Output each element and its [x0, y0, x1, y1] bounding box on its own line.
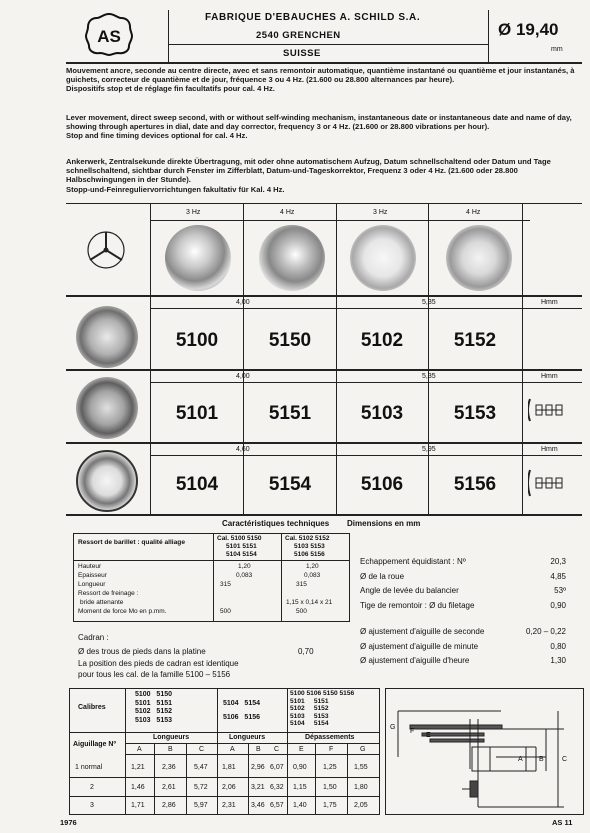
diagram-label-g: G: [390, 724, 396, 731]
diagram-label-e: E: [426, 732, 431, 739]
g3-3: 5102: [290, 705, 305, 712]
row3-a1: 1,71: [131, 802, 145, 809]
postal-city: 2540 GRENCHEN: [256, 30, 341, 41]
row1-g: 1,55: [354, 764, 368, 771]
longueurs-2: Longueurs: [229, 734, 266, 741]
col2-head-0: Cal. 5102: [285, 535, 314, 542]
letter-c1: C: [199, 746, 205, 753]
row3-e: 1,40: [293, 802, 307, 809]
calibre-5101: 5101: [175, 403, 219, 424]
letter-b2: B: [256, 746, 261, 753]
row2-f: 1,50: [323, 784, 337, 791]
crown-position-icon-2: [528, 466, 568, 505]
calibre-5154: 5154: [268, 474, 312, 495]
cadran-value: 0,70: [298, 647, 314, 656]
spec-stem-value: 0,90: [550, 600, 566, 610]
logo: [84, 12, 134, 56]
spring-label-bride: bride attenante: [80, 599, 124, 606]
cadran-line1: Ø des trous de pieds dans la platine: [78, 647, 206, 656]
spring-label-thickness: Epaisseur: [78, 572, 107, 579]
movement-photo-3hz: [165, 225, 231, 291]
spec-second-hand-label: Ø ajustement d'aiguille de seconde: [360, 627, 485, 636]
row3-c1: 5,97: [194, 802, 208, 809]
letter-a2: A: [230, 746, 235, 753]
calibres-label: Calibres: [78, 704, 106, 711]
hand-fitting-diagram: [385, 688, 584, 815]
calibre-5152: 5152: [453, 330, 497, 351]
company-name: FABRIQUE D'EBAUCHES A. SCHILD S.A.: [205, 12, 421, 23]
height-value-3a: 4,60: [236, 446, 250, 453]
row1-e: 0,90: [293, 764, 307, 771]
spec-hour-hand-label: Ø ajustement d'aiguille d'heure: [360, 656, 470, 665]
spec-wheel-label: Ø de la roue: [360, 571, 405, 581]
aiguillage-table: [69, 688, 380, 815]
row2-c2: 6,32: [270, 784, 284, 791]
height-value-3b: 5,95: [422, 446, 436, 453]
row1-b1: 2,36: [162, 764, 176, 771]
spec-minute-hand-value: 0,80: [550, 641, 566, 651]
spec-wheel: [360, 570, 484, 585]
spec-minute-hand: [360, 640, 484, 655]
spring-c2-height: 1,20: [306, 563, 319, 570]
dial-photo-row2: [76, 377, 138, 439]
calibre-5100: 5100: [175, 330, 219, 351]
col1-head-1: 5150: [247, 535, 262, 542]
row3-label: 3: [90, 802, 94, 809]
height-value-2b: 5,35: [422, 373, 436, 380]
logo-text: AS: [97, 27, 121, 46]
spec-escapement-value: 20,3: [550, 557, 566, 566]
g1-6: 5103: [135, 716, 151, 724]
g2-1: 5154: [244, 700, 260, 707]
col2-head-5: 5156: [310, 551, 325, 558]
movement-photo-auto-3hz: [350, 225, 416, 291]
freq-header-3: 3 Hz: [373, 209, 388, 216]
dial-photo-row1: [76, 306, 138, 368]
row1-c1: 5,47: [194, 764, 208, 771]
spec-hour-hand-value: 1,30: [550, 656, 566, 665]
row2-label: 2: [90, 784, 94, 791]
g3-6: 5153: [313, 712, 329, 720]
col2-head-4: 5106: [294, 551, 309, 558]
height-value-2a: 4,00: [236, 373, 250, 380]
row3-c2: 6,57: [270, 802, 284, 809]
spec-wheel-value: 4,85: [550, 571, 566, 581]
g1-3: 5151: [156, 699, 172, 707]
desc-en-text2: Stop and fine timing devices optional for cal. 4 Hz.: [66, 131, 248, 141]
spring-c2-moment: 500: [296, 608, 307, 615]
spec-lift-angle: [360, 584, 484, 599]
col1-head-0: Cal. 5100: [217, 535, 246, 542]
freq-header-2: 4 Hz: [280, 209, 295, 216]
desc-de-text: Ankerwerk, Zentralsekunde direkte Übertragung, mit oder ohne automatischem Aufzug, Datum schnellschaltend oder Datum und Tage schnellschaltend, sichtbar durch Fenster im Zifferblatt, Datum-und-Tageskorrektor, Frequenz 3 oder 4 Hz. (21.600 oder 28.800 Halbschwingungen in der Stunde).: [66, 157, 551, 185]
row1-label: 1 normal: [75, 764, 103, 771]
row3-b2: 3,46: [251, 802, 265, 809]
spring-c1-thickness: 0,083: [236, 572, 253, 579]
desc-de-text2: Stopp-und-Feinreguliervorrichtungen fakultativ für Kal. 4 Hz.: [66, 184, 285, 194]
spring-label-moment: Moment de force Mo en p.mm.: [78, 608, 167, 615]
spec-lift-angle-label: Angle de levée du balancier: [360, 586, 459, 595]
cadran-line3: pour tous les cal. de la famille 5100 – 5156: [78, 670, 231, 679]
g3-1: 5101: [290, 697, 305, 705]
letter-g: G: [360, 746, 366, 753]
movement-photo-4hz: [259, 225, 325, 291]
cadran-title: Cadran :: [78, 633, 109, 642]
row1-a2: 1,81: [222, 764, 236, 771]
height-unit-3: Hmm: [541, 446, 558, 453]
calibre-5153: 5153: [453, 403, 497, 424]
spec-stem-label: Tige de remontoir : Ø du filetage: [360, 600, 475, 610]
diameter-unit: mm: [551, 46, 563, 53]
height-value-1b: 5,35: [422, 299, 436, 306]
country: SUISSE: [283, 48, 321, 59]
spring-label-length: Longueur: [78, 581, 106, 588]
letter-b1: B: [168, 746, 173, 753]
desc-fr-text2: Dispositifs stop et de réglage fin facultatifs pour cal. 4 Hz.: [66, 84, 275, 94]
spring-c2-thickness: 0,083: [304, 572, 321, 579]
spring-label-brake: Ressort de freinage :: [78, 590, 139, 597]
spec-escapement-label: Echappement équidistant : Nº: [360, 557, 466, 566]
calibre-5150: 5150: [268, 330, 312, 351]
spring-table: [73, 533, 350, 622]
calibre-5151: 5151: [268, 403, 312, 424]
row2-a1: 1,46: [131, 784, 145, 791]
spring-c2-length: 315: [296, 581, 307, 588]
row2-b1: 2,61: [162, 784, 176, 791]
spec-hour-hand: [360, 654, 484, 669]
row1-b2: 2,96: [251, 764, 265, 771]
diagram-label-c: C: [562, 756, 568, 763]
g1-1: 5150: [156, 691, 172, 698]
diagram-label-b: B: [539, 756, 544, 763]
tech-dims: Dimensions en mm: [347, 519, 421, 528]
depassements: Dépassements: [305, 734, 355, 741]
calibre-5104: 5104: [175, 474, 219, 495]
crown-position-icon: [528, 395, 568, 430]
g3-8: 5154: [313, 720, 329, 727]
g2-0: 5104: [223, 700, 239, 707]
col2-head-1: 5152: [315, 535, 330, 542]
letter-a1: A: [137, 746, 142, 753]
diagram-label-f: F: [410, 728, 415, 735]
spec-escapement: [360, 555, 484, 570]
row2-b2: 3,21: [251, 784, 265, 791]
desc-en-text: Lever movement, direct sweep second, with or without self-winding mechanism, instantaneous date or instantaneous date and name of day, showing through apertures in dial, date and day corrector, frequency 3 or 4 Hz. (21.600 or 28.800 vibrations per hour).: [66, 113, 572, 132]
aiguillage-label: Aiguillage Nº: [73, 741, 117, 748]
col1-head-2: 5101: [226, 543, 241, 550]
g1-2: 5101: [135, 699, 151, 707]
description-de: [66, 157, 582, 194]
row2-c1: 5,72: [194, 784, 208, 791]
row3-g: 2,05: [354, 802, 368, 809]
row2-g: 1,80: [354, 784, 368, 791]
hand-symbol-icon: [86, 230, 126, 275]
g3-5: 5103: [290, 712, 305, 720]
spec-second-hand-value: 0,20 – 0,22: [525, 627, 566, 636]
freq-header-4: 4 Hz: [466, 209, 481, 216]
spec-stem: [360, 599, 484, 614]
row2-a2: 2,06: [222, 784, 236, 791]
col1-head-4: 5104: [226, 551, 241, 558]
row1-f: 1,25: [323, 764, 337, 771]
description-en: [66, 113, 582, 141]
tech-title: Caractéristiques techniques: [222, 519, 330, 528]
row3-b1: 2,86: [162, 802, 176, 809]
footer-year: 1976: [60, 818, 77, 827]
g3-2: 5151: [313, 697, 329, 705]
diagram-label-a: A: [518, 756, 523, 763]
row2-e: 1,15: [293, 784, 307, 791]
spring-c1-length: 315: [220, 581, 231, 588]
g1-0: 5100: [135, 691, 151, 698]
spring-c2-bride: 1,15 x 0,14 x 21: [286, 599, 333, 606]
spring-label-height: Hauteur: [78, 563, 102, 570]
freq-header-1: 3 Hz: [186, 209, 201, 216]
height-unit-1: Hmm: [541, 299, 558, 306]
letter-c2: C: [274, 746, 280, 753]
letter-f: F: [329, 746, 334, 753]
letter-e: E: [299, 746, 304, 753]
col1-head-5: 5154: [242, 551, 257, 558]
spec-minute-hand-label: Ø ajustement d'aiguille de minute: [360, 641, 479, 651]
footer-page: AS 11: [552, 818, 573, 827]
col2-head-2: 5103: [294, 543, 309, 550]
row1-a1: 1,21: [131, 764, 145, 771]
row3-a2: 2,31: [222, 802, 236, 809]
spec-second-hand: [360, 625, 484, 640]
longueurs-1: Longueurs: [153, 734, 190, 741]
dial-photo-row3: [76, 450, 138, 512]
movement-photo-auto-4hz: [446, 225, 512, 291]
calibre-5156: 5156: [453, 474, 497, 495]
height-unit-2: Hmm: [541, 373, 558, 380]
g3-7: 5104: [290, 720, 305, 727]
spec-lift-angle-value: 53º: [554, 586, 566, 595]
g1-4: 5102: [135, 708, 151, 715]
diameter: Ø 19,40: [498, 20, 559, 39]
g3-0: 5100 5106 5150 5156: [290, 690, 355, 697]
calibre-5103: 5103: [360, 403, 404, 424]
height-value-1a: 4,00: [236, 299, 250, 306]
g1-7: 5153: [156, 716, 172, 724]
calibre-5102: 5102: [360, 330, 404, 351]
cadran-line2: La position des pieds de cadran est identique: [78, 659, 239, 668]
spring-title: Ressort de barillet : qualité alliage: [78, 539, 185, 546]
desc-fr-text: Mouvement ancre, seconde au centre directe, avec et sans remontoir automatique, quantième instantané ou quantième et jour instantanés, à guichets, correcteur de quantième et de jour, fréquence 3 ou 4 Hz. (21.600 ou 28.800 alternances par heure).: [66, 66, 575, 85]
calibre-5106: 5106: [360, 474, 404, 495]
col2-head-3: 5153: [310, 543, 325, 550]
spring-c1-moment: 500: [220, 608, 231, 615]
g1-5: 5152: [156, 708, 172, 715]
col1-head-3: 5151: [242, 543, 257, 550]
g2-2: 5106: [223, 714, 239, 721]
row3-f: 1,75: [323, 802, 337, 809]
row1-c2: 6,07: [270, 764, 284, 771]
spring-c1-height: 1,20: [238, 563, 251, 570]
g3-4: 5152: [313, 705, 329, 712]
g2-3: 5156: [244, 714, 260, 721]
description-fr: [66, 66, 582, 94]
